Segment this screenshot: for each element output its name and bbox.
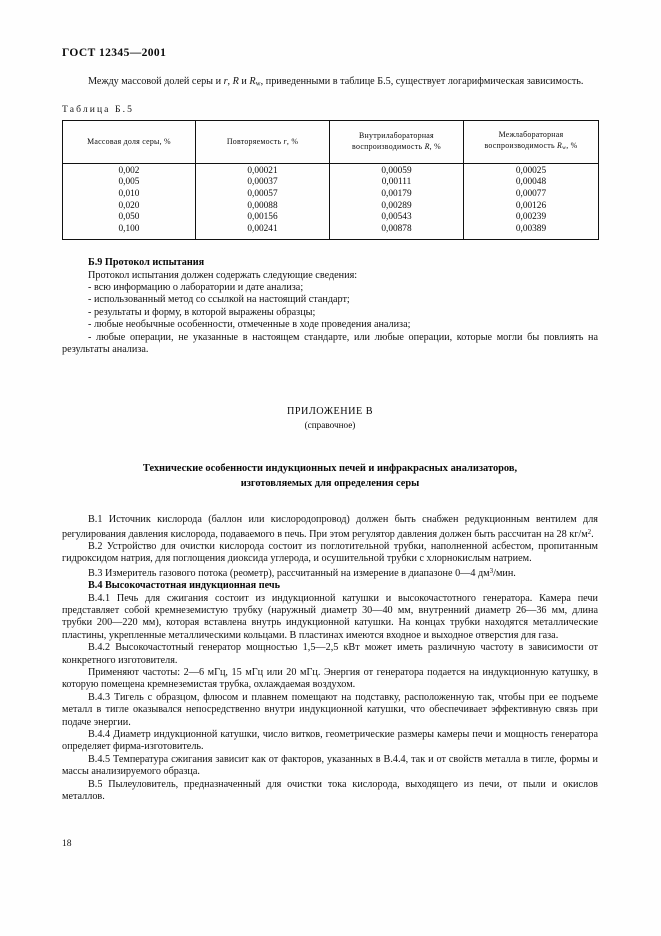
cell-value: 0,00878 [381, 223, 412, 234]
table-cell-repeatability [196, 163, 330, 239]
cell-value: 0,00059 [381, 165, 412, 176]
intro-text-pre: Между массовой долей серы и [88, 76, 224, 87]
intro-text-post: , приведенными в таблице Б.5, существует логарифмическая зависимость. [260, 76, 584, 87]
cell-value: 0,00156 [247, 212, 278, 223]
column-header-mass-fraction [63, 120, 196, 163]
list-item: - любые необычные особенности, отмеченные в ходе проведения анализа; [88, 319, 411, 331]
intro-sep-1: , [227, 76, 233, 87]
variable-Rw: R [249, 76, 256, 87]
variable-Rw-subscript: w [255, 80, 261, 88]
column-header-repeatability-pre: Повторяемость [226, 136, 284, 146]
paragraph-b4-2: В.4.2 Высокочастотный генератор мощностью 1,5—2,5 кВт может иметь различную частоту в зависимости от конкретного изготовителя. [62, 642, 598, 666]
cell-value: 0,00389 [515, 223, 547, 234]
column-header-repeatability-var: r [283, 136, 287, 146]
section-b9-heading: Б.9 Протокол испытания [88, 257, 205, 269]
table-header-row-group [63, 120, 599, 163]
cell-value: 0,00057 [247, 189, 278, 200]
cell-value: 0,00111 [381, 177, 412, 188]
cell-value: 0,00289 [381, 200, 412, 211]
section-b9-lead: Протокол испытания должен содержать следующие сведения: [88, 269, 358, 281]
cell-value: 0,050 [118, 212, 140, 223]
cell-value: 0,00025 [515, 165, 547, 176]
paragraph-b3 [62, 566, 598, 580]
table-row [63, 163, 599, 239]
cell-value: 0,002 [118, 165, 140, 176]
column-header-intralab-line1: Внутрилабораторная [359, 131, 434, 141]
column-header-mass-fraction-label: Массовая доля серы, % [87, 136, 171, 146]
cell-value: 0,010 [118, 189, 140, 200]
spacer [62, 431, 598, 462]
table-cell-interlab [464, 163, 599, 239]
cell-value: 0,020 [118, 200, 140, 211]
spacer [62, 491, 598, 514]
page-number: 18 [62, 838, 72, 849]
paragraph-b4-4: В.4.4 Диаметр индукционной катушки, число витков, геометрические размеры камеры печи и мощность генератора определяет фирма-изготовитель. [62, 728, 598, 753]
spacer [62, 240, 598, 257]
table-body [63, 163, 599, 239]
standard-header: ГОСТ 12345—2001 [62, 47, 167, 59]
cell-value: 0,00048 [515, 177, 547, 188]
variable-R: R [232, 76, 239, 87]
paragraph-b2: В.2 Устройство для очистки кислорода состоит из поглотительной трубки, наполненной асбестом, пропитанным гидроксидом натрия, для поглощения диоксида углерода, и осушительной трубки с хлорнокислым натрием. [62, 540, 598, 565]
list-item: - использованный метод со ссылкой на настоящий стандарт; [88, 294, 350, 306]
paragraph-b3-superscript: 3 [489, 567, 494, 575]
intro-paragraph [62, 76, 598, 91]
page-content [62, 47, 598, 803]
paragraph-b4-1: В.4.1 Печь для сжигания состоит из индукционной катушки и высокочастотного генератора. Камера печи представляет собой кремнеземистую трубку (наружный диаметр 30—40 мм, внутренний диаметр 26—36 мм, длина трубки 200—220 мм), которая вставлена внутрь индукционной катушки. На концах трубки находятся металлические пластины, укрепленные металлическими кольцами. В пластинах имеются входное и выходное отверстия для газа. [62, 592, 598, 641]
column-header-repeatability [196, 120, 330, 163]
paragraph-b3-post: /мин. [493, 567, 516, 579]
table-cell-mass-fraction [63, 163, 196, 239]
list-item: - любые операции, не указанные в настоящем стандарте, или любые операции, которые могли бы повлиять на результаты анализа. [62, 331, 598, 356]
spacer [62, 356, 598, 406]
paragraph-b5: В.5 Пылеуловитель, предназначенный для очистки тока кислорода, выходящего из печи, от пыли и окислов металлов. [62, 778, 598, 802]
cell-value: 0,00126 [515, 200, 547, 211]
table-cell-intralab [330, 163, 464, 239]
cell-value: 0,00241 [247, 223, 278, 234]
column-header-interlab-post: , % [566, 140, 578, 150]
cell-value: 0,00021 [247, 165, 278, 176]
section-title-line-1: Технические особенности индукционных печей и инфракрасных анализаторов, [142, 463, 518, 475]
cell-value: 0,00543 [381, 212, 412, 223]
column-header-interlab-line1: Межлабораторная [498, 130, 564, 140]
cell-value: 0,100 [118, 223, 140, 234]
column-header-intralab-pre: воспроизводимость [352, 141, 425, 151]
column-header-interlab [464, 120, 599, 163]
intro-sep-2: и [238, 76, 250, 87]
paragraph-b4-2b: Применяют частоты: 2—6 мГц, 15 мГц или 20 мГц. Энергия от генератора подается на индукционную катушку, в которую помещена кремнеземистая трубка, охлаждаемая воздухом. [62, 666, 598, 691]
column-header-interlab-sub: w [562, 145, 567, 151]
paragraph-b1-end: . [591, 528, 594, 540]
table-header-row [63, 120, 599, 163]
cell-value: 0,00037 [247, 177, 278, 188]
cell-value: 0,00077 [515, 189, 547, 200]
paragraph-b3-pre: В.3 Измеритель газового потока (реометр), рассчитанный на измерение в диапазоне 0—4 дм [88, 567, 490, 579]
variable-r: r [223, 76, 228, 87]
cell-value: 0,005 [118, 177, 140, 188]
list-item: - результаты и форму, в которой выражены образцы; [88, 306, 316, 318]
appendix-title: ПРИЛОЖЕНИЕ В [286, 406, 374, 418]
section-title-line-2: изготовляемых для определения серы [240, 477, 420, 489]
column-header-intralab-post: , % [429, 141, 441, 151]
paragraph-b1 [62, 514, 598, 541]
column-header-intralab-var: R [424, 141, 430, 151]
column-header-intralab [330, 120, 464, 163]
table-caption: Таблица Б.5 [62, 103, 135, 115]
cell-value: 0,00179 [381, 189, 412, 200]
appendix-subtitle: (справочное) [304, 420, 356, 431]
paragraph-b4-5: В.4.5 Температура сжигания зависит как от факторов, указанных в В.4.4, так и от свойств металла в тигле, формы и массы анализируемого образца. [62, 753, 598, 778]
precision-table [62, 120, 599, 240]
paragraph-b4-3: В.4.3 Тигель с образцом, флюсом и плавнем помещают на подставку, расположенную так, чтобы при ее подъеме металл в тигле оказывался непосредственно внутри индукционной катушки, что обеспечивает эффективную связь при подаче энергии. [62, 691, 598, 728]
list-item: - всю информацию о лаборатории и дате анализа; [88, 282, 304, 294]
cell-value: 0,00088 [247, 200, 278, 211]
section-b4-heading: В.4 Высокочастотная индукционная печь [88, 580, 280, 592]
paragraph-b1-superscript: 2 [587, 528, 592, 536]
paragraph-b1-text: В.1 Источник кислорода (баллон или кислородопровод) должен быть снабжен редукционным вентилем для регулирования давления кислорода, подаваемого в печь. При этом регулятор давления должен быть рассчитан на 28 кг/м [62, 514, 598, 540]
column-header-repeatability-post: , % [286, 136, 299, 146]
column-header-interlab-var: R [557, 140, 563, 150]
column-header-interlab-pre: воспроизводимость [484, 140, 558, 150]
cell-value: 0,00239 [515, 212, 547, 223]
